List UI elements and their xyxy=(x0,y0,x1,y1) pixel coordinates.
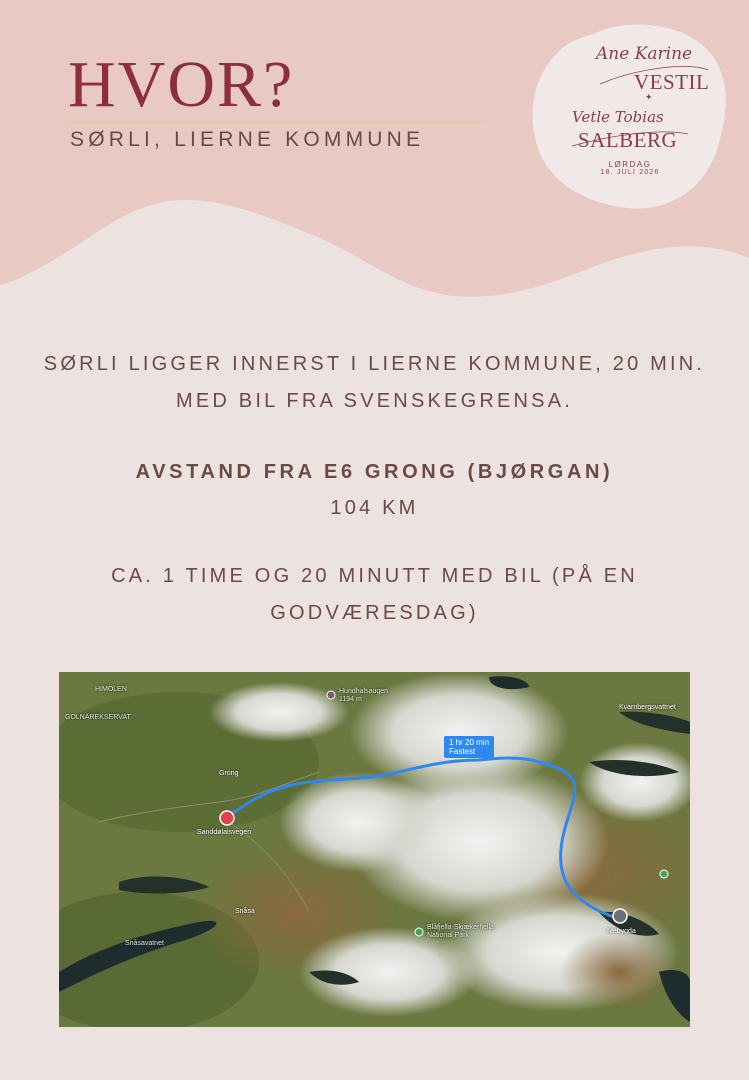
badge-plus-icon: ✦ xyxy=(645,92,653,102)
badge-name-2-surname: SALBERG xyxy=(578,128,678,152)
title-underline xyxy=(70,121,484,123)
distance-heading: AVSTAND FRA E6 GRONG (BJØRGAN) xyxy=(135,461,614,483)
place-kvarnbergsvattnet: Kvarnbergsvattnet xyxy=(619,704,676,711)
drive-time-text: CA. 1 TIME OG 20 MINUTT MED BIL (PÅ EN GODVÆRESDAG) xyxy=(111,565,638,624)
route-note: Fastest xyxy=(449,747,476,756)
distance-value: 104 KM xyxy=(330,497,419,519)
route-time-callout[interactable] xyxy=(444,736,494,758)
location-subtitle: SØRLI, LIERNE KOMMUNE xyxy=(70,128,425,151)
route-time: 1 hr 20 min xyxy=(449,738,490,747)
badge-name-2 xyxy=(570,104,720,156)
place-reserve-top: HIMOLEN xyxy=(95,686,127,693)
park-marker-icon xyxy=(415,928,423,936)
badge-name-1 xyxy=(594,40,734,96)
mountain-marker-icon xyxy=(327,691,335,699)
badge-name-1-script: Ane Karine xyxy=(596,44,693,64)
badge-date: 18. JULI 2026 xyxy=(600,169,660,176)
destination-pin-icon[interactable] xyxy=(613,909,627,923)
start-pin-icon[interactable] xyxy=(220,811,234,825)
place-grong: Grong xyxy=(219,770,239,777)
badge-name-2-script: Vetle Tobias xyxy=(572,108,664,126)
start-location-label: Sanddølaisvegen xyxy=(197,829,252,836)
route-map[interactable] xyxy=(59,672,690,1027)
place-park: Blåfjella-Skjækerfjella National Park xyxy=(427,924,494,939)
intro-text: SØRLI LIGGER INNERST I LIERNE KOMMUNE, 20 MIN. MED BIL FRA SVENSKEGRENSA. xyxy=(43,353,706,412)
place-snasavatnet: Snåsavatnet xyxy=(125,940,164,947)
end-location-label: Mebygda xyxy=(607,928,636,935)
place-snasa: Snåsa xyxy=(235,908,255,915)
badge-weekday: LØRDAG xyxy=(608,160,652,169)
map-terrain xyxy=(59,672,690,1027)
badge-name-1-surname: VESTIL xyxy=(634,70,710,94)
place-reserve-left: GOLNAREKSERVAT xyxy=(65,714,131,721)
place-mountain: Hundhalsaugen xyxy=(339,688,389,695)
place-mountain-elevation: 1194 m xyxy=(339,696,362,703)
page-title: HVOR? xyxy=(68,48,295,121)
park-marker-right-icon xyxy=(660,870,668,878)
